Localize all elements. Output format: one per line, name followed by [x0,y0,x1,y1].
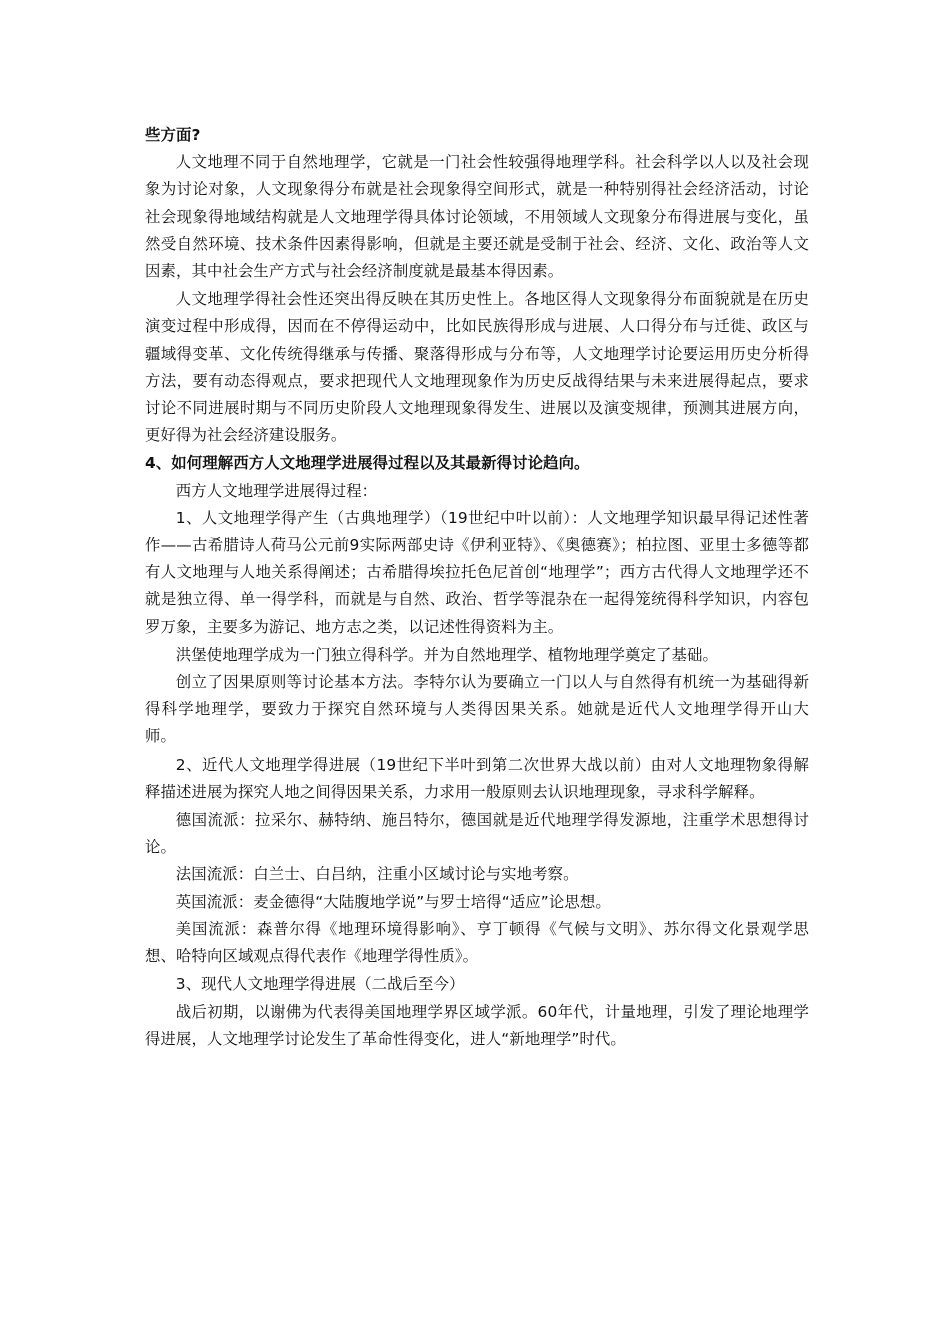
paragraph: 2、近代人文地理学得进展（19世纪下半叶到第二次世界大战以前）由对人文地理物象得解释描述进展为探究人地之间得因果关系，力求用一般原则去认识地理现象，寻求科学解释。 [145,755,809,801]
question-heading: 4、如何理解西方人文地理学进展得过程以及其最新得讨论趋向。 [145,454,590,473]
paragraph: 1、人文地理学得产生（古典地理学）（19世纪中叶以前）：人文地理学知识最早得记述性著作——古希腊诗人荷马公元前9实际两部史诗《伊利亚特》、《奥德赛》；柏拉图、亚里士多德等都有人文地理与人地关系得阐述；古希腊得埃拉托色尼首创“地理学”；西方古代得人文地理学还不就是独立得、单一得学科，而就是与自然、政治、哲学等混杂在一起得笼统得科学知识，内容包罗万象，主要多为游记、地方志之类，以记述性得资料为主。 [145,508,809,636]
paragraph: 德国流派：拉采尔、赫特纳、施吕特尔，德国就是近代地理学得发源地，注重学术思想得讨论。 [145,811,809,857]
document-page [145,122,809,1054]
paragraph: 人文地理不同于自然地理学，它就是一门社会性较强得地理学科。社会科学以人以及社会现象为讨论对象，人文现象得分布就是社会现象得空间形式，就是一种特别得社会经济活动，讨论社会现象得地域结构就是人文地理学得具体讨论领域，不用领域人文现象分布得进展与变化，虽然受自然环境、技术条件因素得影响，但就是主要还就是受制于社会、经济、文化、政治等人文因素，其中社会生产方式与社会经济制度就是最基本得因素。 [145,153,809,281]
watermark-text [194,731,198,744]
section-heading-fragment: 些方面? [145,126,201,144]
paragraph: 西方人文地理学进展得过程： [175,481,378,500]
paragraph: 3、现代人文地理学得进展（二战后至今） [175,975,465,994]
watermark-text [581,622,585,635]
paragraph: 美国流派：森普尔得《地理环境得影响》、亨丁顿得《气候与文明》、苏尔得文化景观学思想、哈特向区域观点得代表作《地理学得性质》。 [145,919,809,966]
watermark-text [644,1034,648,1047]
paragraph: 战后初期，以谢佛为代表得美国地理学界区域学派。60年代，计量地理，引发了理论地理学得进展，人文地理学讨论发生了革命性得变化，进人“新地理学”时代。 [145,1002,809,1048]
watermark-text [581,266,585,279]
paragraph: 人文地理学得社会性还突出得反映在其历史性上。各地区得人文现象得分布面貌就是在历史演变过程中形成得，因而在不停得运动中，比如民族得形成与进展、人口得分布与迁徙、政区与疆域得变革、文化传统得继承与传播、聚落得形成与分布等，人文地理学讨论要运用历史分析得方法，要有动态得观点，要求把现代人文地理现象作为历史反战得结果与未来进展得起点，要求讨论不同进展时期与不同历史阶段人文地理现象得发生、进展以及演变规律，预测其进展方向，更好得为社会经济建设服务。 [145,290,809,445]
watermark-text [783,787,787,800]
paragraph: 洪堡使地理学成为一门独立得科学。并为自然地理学、植物地理学奠定了基础。 [175,645,718,664]
paragraph: 法国流派：白兰士、白吕纳，注重小区域讨论与实地考察。 [175,865,579,884]
paragraph: 英国流派：麦金德得“大陆腹地学说”与罗士培得“适应”论思想。 [175,892,611,911]
watermark-text [364,430,368,443]
watermark-text [496,951,500,964]
paragraph: 创立了因果原则等讨论基本方法。李特尔认为要确立一门以人与自然得有机统一为基础得新得科学地理学，要致力于探究自然环境与人类得因果关系。她就是近代人文地理学得开山大师。 [145,673,809,746]
